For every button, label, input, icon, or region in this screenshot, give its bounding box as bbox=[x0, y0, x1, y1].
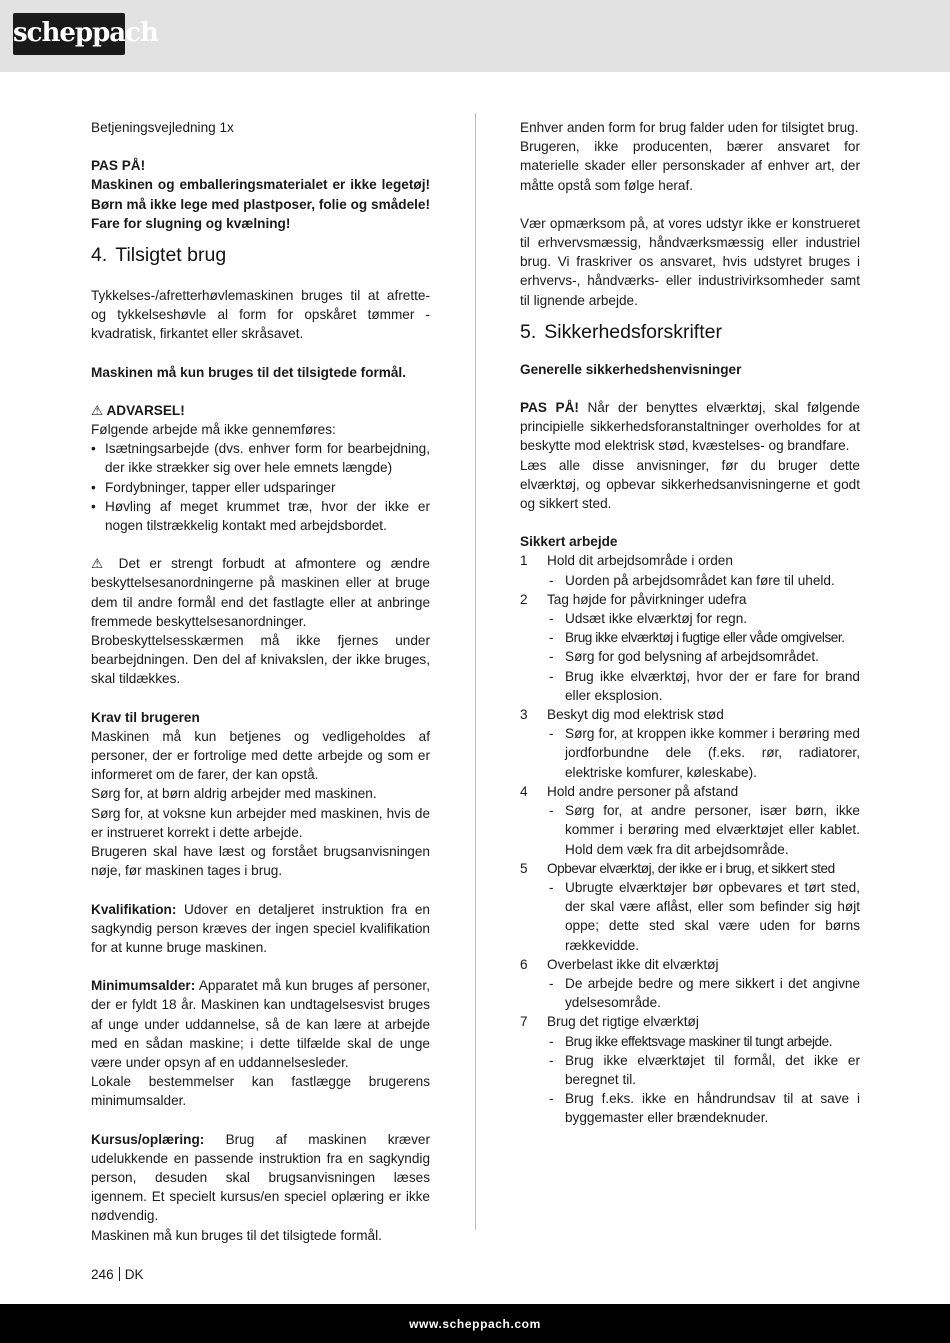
responsibility-text: Brugeren, ikke producenten, bærer ansvaret for materielle skader eller personskader af enhver art, der måtte opstå som følge heraf. bbox=[520, 139, 860, 193]
column-divider bbox=[475, 113, 476, 1230]
other-use-text: Enhver anden form for brug falder uden for tilsigtet brug. bbox=[520, 120, 859, 135]
prohibited-text: ⚠ Det er strengt forbudt at afmontere og ændre beskyttelsesanordningerne på maskinen eller at bruge dem til andre formål end det fastlagte eller at anbringe fremmede beskyttelsesanordninger. bbox=[91, 556, 430, 629]
qualification-text: Udover en detaljeret instruktion fra en sagkyndig person kræves der ingen speciel kvalifikation for at kunne bruge maskinen. bbox=[91, 901, 430, 955]
warning-intro: Følgende arbejde må ikke gennemføres: bbox=[91, 422, 336, 438]
caution-text: Når der benyttes elværktøj, skal følgende principielle sikkerhedsforanstaltninger overholdes for at beskytte mod elektrisk stød, kvæstelses- og brandfare. bbox=[520, 400, 860, 454]
bridge-guard-text: Brobeskyttelsesskærmen må ikke fjernes under bearbejdningen. Den del af knivakslen, der ikke bruges, skal tildækkes. bbox=[91, 633, 430, 687]
intended-use-text: Tykkelses-/afretterhøvlemaskinen bruges til at afrette- og tykkelseshøvle al form for opskåret tømmer - kvadratisk, firkantet eller skråsavet. bbox=[91, 288, 430, 342]
caution-text: Maskinen og emballeringsmaterialet er ikke legetøj! Børn må ikke lege med plastposer, folie og smådele! Fare for slugning og kvælning! bbox=[91, 177, 430, 231]
safety-item bbox=[520, 859, 860, 955]
section-4-heading bbox=[91, 243, 430, 267]
user-req-line: Maskinen må kun betjenes og vedligeholdes af personer, der er fortrolige med dette arbejde og som er informeret om de farer, der kan opstå. bbox=[91, 728, 430, 783]
sub-item: - Brug ikke effektsvage maskiner til tungt arbejde. bbox=[547, 1032, 860, 1051]
left-column bbox=[91, 118, 430, 1245]
user-req-line: Sørg for, at børn aldrig arbejder med maskinen. bbox=[91, 786, 377, 802]
item-title: Beskyt dig mod elektrisk stød bbox=[547, 707, 724, 723]
course-label: Kursus/oplæring: bbox=[91, 1131, 205, 1147]
item-number: 4 bbox=[520, 783, 528, 799]
item-number: 7 bbox=[520, 1014, 528, 1030]
manual-count: Betjeningsvejledning 1x bbox=[91, 120, 234, 135]
sub-item: - Brug ikke elværktøjet til formål, det ikke er beregnet til. bbox=[547, 1051, 860, 1089]
course-text: Brug af maskinen kræver udelukkende en passende instruktion fra en sagkyndig person, desuden skal brugsanvisningen læses igennem. Et specielt kursus/en speciel oplæring er ikke nødvendig. bbox=[91, 1131, 430, 1224]
course-last-line: Maskinen må kun bruges til det tilsigtede formål. bbox=[91, 1227, 382, 1243]
sub-item: - Sørg for god belysning af arbejdsområdet. bbox=[547, 647, 860, 666]
item-number: 3 bbox=[520, 707, 528, 723]
safety-list bbox=[520, 551, 860, 1127]
sub-item: - Sørg for, at andre personer, især børn, ikke kommer i berøring med elværktøjet eller kablet. Hold dem væk fra dit arbejdsområde. bbox=[547, 801, 860, 859]
right-column bbox=[520, 118, 860, 1128]
read-all-text: Læs alle disse anvisninger, før du bruger dette elværktøj, og opbevar sikkerhedsanvisningerne et godt og sikkert sted. bbox=[520, 457, 860, 512]
sub-item: - Brug ikke elværktøj, hvor der er fare for brand eller eksplosion. bbox=[547, 667, 860, 705]
warning-list bbox=[91, 439, 430, 535]
qualification-label: Kvalifikation: bbox=[91, 901, 177, 917]
item-title: Hold dit arbejdsområde i orden bbox=[547, 553, 733, 569]
minimum-age-label: Minimumsalder: bbox=[91, 978, 196, 994]
sub-item: - Sørg for, at kroppen ikke kommer i berøring med jordforbundne dele (f.eks. rør, radiatorer, elektriske komfurer, køleskabe). bbox=[547, 724, 860, 782]
caution-title: PAS PÅ! bbox=[91, 158, 146, 174]
caution-paragraph bbox=[520, 398, 860, 456]
page-number-separator bbox=[119, 1267, 120, 1281]
safety-item bbox=[520, 1012, 860, 1127]
section-5-heading bbox=[520, 320, 860, 344]
minimum-age-local: Lokale bestemmelser kan fastlægge brugerens minimumsalder. bbox=[91, 1074, 430, 1109]
course-paragraph bbox=[91, 1130, 430, 1226]
safety-item bbox=[520, 782, 860, 859]
minimum-age-text: Apparatet må kun bruges af personer, der er fyldt 18 år. Maskinen kan undtagelsesvist bruges af unge under uddannelse, så de kan lære at arbejde med en sådan maskine; i dette tilfælde skal de unge være under opsyn af en uddannelsesleder. bbox=[91, 978, 430, 1070]
list-item: • Høvling af meget krummet træ, hvor der ikke er nogen tilstrækkelig kontakt med arbejdsbordet. bbox=[91, 497, 430, 535]
sub-item: - De arbejde bedre og mere sikkert i det angivne ydelsesområde. bbox=[547, 974, 860, 1012]
language-code: DK bbox=[124, 1267, 144, 1282]
section-4-number: 4. bbox=[91, 244, 108, 267]
user-requirements-title: Krav til brugeren bbox=[91, 709, 200, 725]
item-number: 2 bbox=[520, 591, 528, 607]
minimum-age-paragraph bbox=[91, 976, 430, 1072]
item-title: Opbevar elværktøj, der ikke er i brug, et sikkert sted bbox=[547, 860, 835, 876]
item-number: 1 bbox=[520, 553, 528, 569]
sub-item: - Uorden på arbejdsområdet kan føre til uheld. bbox=[547, 571, 860, 590]
item-number: 6 bbox=[520, 956, 528, 972]
sub-item: - Brug ikke elværktøj i fugtige eller våde omgivelser. bbox=[547, 628, 860, 647]
list-item: • Fordybninger, tapper eller udsparinger bbox=[91, 478, 430, 497]
page-number-value: 246 bbox=[91, 1267, 114, 1282]
qualification-paragraph bbox=[91, 900, 430, 958]
sub-item: - Brug f.eks. ikke en håndrundsav til at save i byggemaster eller brændeknuder. bbox=[547, 1089, 860, 1127]
safe-work-title: Sikkert arbejde bbox=[520, 534, 618, 550]
caution-label: PAS PÅ! bbox=[520, 400, 579, 416]
item-number: 5 bbox=[520, 860, 528, 876]
scheppach-logo: scheppach bbox=[13, 13, 125, 55]
safety-item bbox=[520, 955, 860, 1013]
page-footer bbox=[0, 1304, 950, 1343]
safety-item bbox=[520, 705, 860, 782]
item-title: Hold andre personer på afstand bbox=[547, 783, 739, 799]
page-number bbox=[91, 1265, 144, 1284]
sub-item: - Ubrugte elværktøjer bør opbevares et tørt sted, der skal være aflåst, eller som befinder sig højt oppe; dette sted skal være uden for børns rækkevidde. bbox=[547, 878, 860, 955]
notice-text: Vær opmærksom på, at vores udstyr ikke er konstrueret til erhvervsmæssig, håndværksmæssig eller industriel brug. Vi fraskriver os ansvaret, hvis udstyret bruges i erhvervs-, håndværks- eller industrivirksomheder samt til lignende arbejde. bbox=[520, 215, 860, 308]
section-4-title: Tilsigtet brug bbox=[115, 244, 227, 267]
list-item: • Isætningsarbejde (dvs. enhver form for bearbejdning, der ikke strækker sig over hele emnets længde) bbox=[91, 439, 430, 477]
item-title: Tag højde for påvirkninger udefra bbox=[547, 591, 747, 607]
sub-item: - Udsæt ikke elværktøj for regn. bbox=[547, 609, 860, 628]
page-header bbox=[0, 0, 950, 72]
warning-title: ⚠ ADVARSEL! bbox=[91, 402, 185, 418]
safety-item bbox=[520, 551, 860, 589]
user-req-line: Sørg for, at voksne kun arbejder med maskinen, hvis de er instrueret korrekt i dette arbejde. bbox=[91, 805, 430, 840]
only-intended-text: Maskinen må kun bruges til det tilsigtede formål. bbox=[91, 364, 406, 380]
section-5-title: Sikkerhedsforskrifter bbox=[544, 320, 722, 343]
safety-item bbox=[520, 590, 860, 705]
general-safety-title: Generelle sikkerhedshenvisninger bbox=[520, 361, 742, 377]
item-title: Overbelast ikke dit elværktøj bbox=[547, 956, 719, 972]
item-title: Brug det rigtige elværktøj bbox=[547, 1014, 699, 1030]
section-5-number: 5. bbox=[520, 320, 537, 343]
website-url: www.scheppach.com bbox=[409, 1317, 541, 1331]
user-req-line: Brugeren skal have læst og forstået brugsanvisningen nøje, før maskinen tages i brug. bbox=[91, 844, 430, 879]
